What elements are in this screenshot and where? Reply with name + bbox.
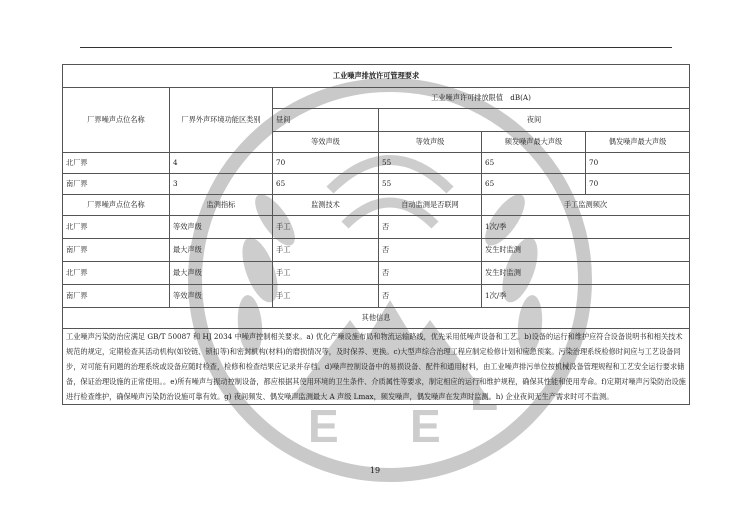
table-row — [63, 285, 690, 308]
limit-point: 北厂界 — [63, 153, 170, 174]
limit-freq-max: 65 — [482, 153, 586, 174]
monitor-header-row — [63, 195, 690, 216]
monitor-freq: 发生时监测 — [482, 262, 690, 285]
other-info-title-row — [63, 308, 690, 329]
header-day: 昼间 — [273, 109, 379, 132]
monitor-freq: 1次/季 — [482, 216, 690, 239]
monitor-point: 北厂界 — [63, 216, 170, 239]
page-number: 19 — [369, 466, 381, 475]
monitor-indicator: 等效声级 — [170, 285, 273, 308]
monitor-indicator: 等效声级 — [170, 216, 273, 239]
noise-permit-table — [62, 64, 690, 405]
header-night: 夜间 — [379, 109, 690, 132]
monitor-point: 南厂界 — [63, 285, 170, 308]
monitor-network: 否 — [379, 216, 482, 239]
monitor-point: 北厂界 — [63, 262, 170, 285]
monitor-header-manual-freq: 手工监测频次 — [482, 195, 690, 216]
header-day-eq: 等效声级 — [273, 132, 379, 153]
other-info-row — [63, 329, 690, 405]
limits-header-row-1 — [63, 88, 690, 109]
header-point-name: 厂界噪声点位名称 — [63, 88, 170, 153]
other-info-title: 其他信息 — [63, 308, 690, 329]
table-row — [63, 239, 690, 262]
limit-point: 南厂界 — [63, 174, 170, 195]
limit-freq-max: 65 — [482, 174, 586, 195]
header-zone-category: 厂界外声环境功能区类别 — [170, 88, 273, 153]
monitor-network: 否 — [379, 239, 482, 262]
monitor-technique: 手工 — [273, 216, 379, 239]
limit-zone: 4 — [170, 153, 273, 174]
table-row — [63, 262, 690, 285]
monitor-indicator: 最大声级 — [170, 262, 273, 285]
monitor-header-auto-network: 自动监测是否联网 — [379, 195, 482, 216]
monitor-indicator: 最大声级 — [170, 239, 273, 262]
svg-text:E: E — [308, 400, 339, 452]
monitor-freq: 1次/季 — [482, 285, 690, 308]
svg-text:L: L — [470, 368, 499, 420]
monitor-network: 否 — [379, 262, 482, 285]
header-limit-title: 工业噪声许可排放限值 dB(A) — [273, 88, 690, 109]
table-row — [63, 216, 690, 239]
limit-occ-max: 70 — [586, 153, 690, 174]
monitor-network: 否 — [379, 285, 482, 308]
header-night-eq: 等效声级 — [379, 132, 482, 153]
header-rule — [80, 47, 672, 48]
header-night-occ-max: 偶发噪声最大声级 — [586, 132, 690, 153]
limit-night-eq: 55 — [379, 174, 482, 195]
limit-occ-max: 70 — [586, 174, 690, 195]
monitor-header-technique: 监测技术 — [273, 195, 379, 216]
monitor-point: 南厂界 — [63, 239, 170, 262]
table-title: 工业噪声排放许可管理要求 — [63, 65, 690, 88]
monitor-technique: 手工 — [273, 262, 379, 285]
header-night-freq-max: 频发噪声最大声级 — [482, 132, 586, 153]
monitor-header-indicator: 监测指标 — [170, 195, 273, 216]
table-row — [63, 153, 690, 174]
limit-night-eq: 55 — [379, 153, 482, 174]
monitor-header-point: 厂界噪声点位名称 — [63, 195, 170, 216]
limit-zone: 3 — [170, 174, 273, 195]
svg-text:E: E — [410, 400, 441, 452]
limit-day-eq: 70 — [273, 153, 379, 174]
table-row — [63, 174, 690, 195]
limit-day-eq: 65 — [273, 174, 379, 195]
monitor-technique: 手工 — [273, 239, 379, 262]
other-info-text: 工业噪声污染防治应满足 GB/T 50087 和 HJ 2034 中噪声控制相关要求。a) 优化产噪设施布局和物流运输路线，优先采用低噪声设备和工艺。b)设备的运行和维护应符合设备说明书和相关技术规范的规定，定期检查其活动机构(如铰链、锁扣等)和密封机构(材料)的磨损情况等，及时保养、更换。c)大型声综合治理工程应制定检修计划和应急预案。污染治理系统检修时间应与工艺设备同步，对可能有问题的治理系统或设备应随时检查，检修和检查结果应记录并存档。d)噪声控制设备中的易损设备、配件和通用材料，由工业噪声排污单位按机械设备管理规程和工艺安全运行要求储备，保证治理设施的正常使用。。e)所有噪声与振动控制设备，都应根据其使用环境的卫生条件、介质属性等要求，制定相应的运行和维护规程，确保其性能和使用寿命。f)定期对噪声污染防治设施进行检查维护，确保噪声污染防治设施可靠有效。g) 夜间频发、偶发噪声监测最大 A 声级 Lmax，频发噪声，偶发噪声在发声时监测。h) 企业夜间无生产需求时可不监测。 — [63, 329, 690, 405]
monitor-freq: 发生时监测 — [482, 239, 690, 262]
monitor-technique: 手工 — [273, 285, 379, 308]
table-title-row — [63, 65, 690, 88]
